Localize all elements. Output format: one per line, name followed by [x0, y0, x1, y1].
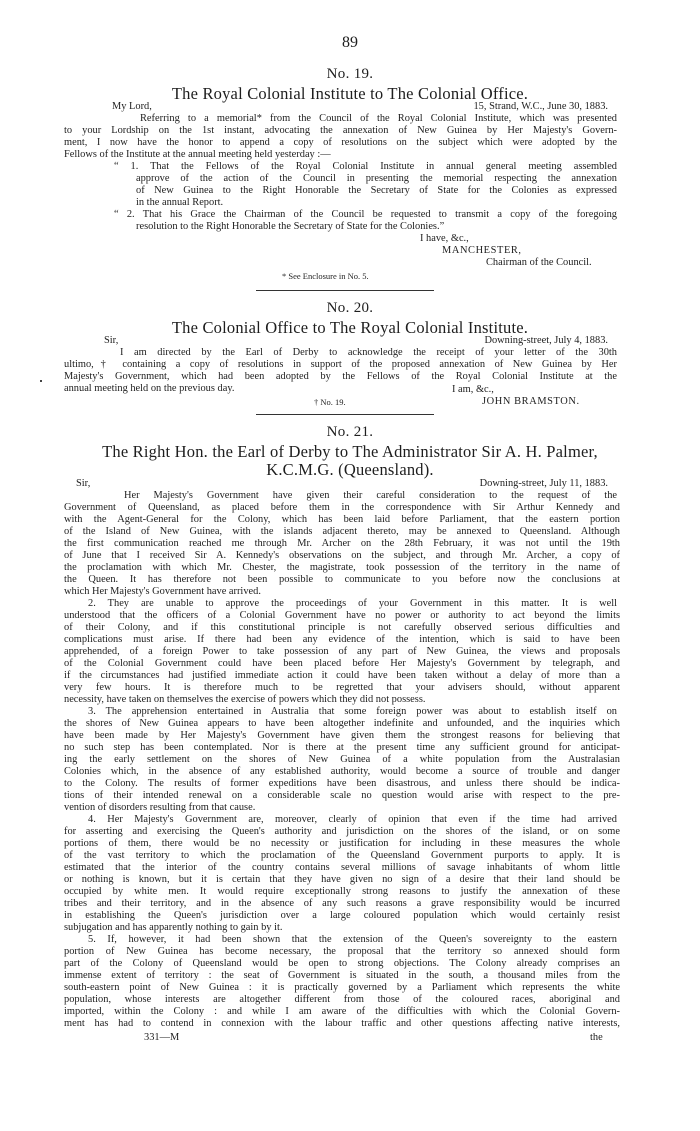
body-line: tribes and their territory, and in the absence of any such reasons a grave responsibility would be incurred: [64, 898, 620, 909]
letter-20-footnote: † No. 19.: [314, 397, 346, 407]
letter-20-body-line: ultimo,† containing a copy of resolutions in support of the proposed annexation of New Guinea by Her: [64, 359, 617, 370]
body-line: tions of their intended renewal on a considerable scale no question would arise with respect to the pre-: [64, 790, 620, 801]
letter-20-number: No. 20.: [326, 300, 374, 316]
page-number: 89: [342, 34, 358, 51]
body-line: no such step has been contemplated. Nor is there at the present time any sufficient ground for anticipat-: [64, 742, 620, 753]
body-line: portion of New Guinea has become necessary, the proposal that the territory so annexed should form: [64, 946, 620, 957]
margin-mark: [40, 380, 42, 382]
body-line: the Queen. It has therefore not been possible to communicate to you before now the conclusions at: [64, 574, 620, 585]
section-divider: [256, 290, 434, 291]
resolution-line: approve of the action of the Council in presenting the memorial respecting the annexation: [136, 173, 617, 184]
resolution-line: resolution to the Right Honorable the Secretary of State for the Colonies.”: [136, 221, 445, 232]
letter-19-body-line: ment, I now have the honor to append a copy of resolutions on the subject which were adopted by the: [64, 137, 617, 148]
body-line: estimated that the interior of the country contains several millions of savage inhabitants of whom little: [64, 862, 620, 873]
letter-19-salutation: My Lord,: [112, 101, 152, 112]
body-line: of their Colony, and if this constitutional principle is not carefully observed serious difficulties and: [64, 622, 620, 633]
letter-19-body-line: Referring to a memorial* from the Council of the Royal Colonial Institute, which was presented: [140, 113, 617, 124]
body-line: population, whose interests are altogether different from those of the coloured races, aboriginal and: [64, 994, 620, 1005]
resolution-line: “ 2. That his Grace the Chairman of the Council be requested to transmit a copy of the foregoing: [114, 209, 617, 220]
letter-19-closing: I have, &c.,: [420, 233, 469, 244]
resolution-line: of New Guinea to the Right Honorable the Secretary of State for the Colonies as expressed: [136, 185, 617, 196]
letter-19-address: 15, Strand, W.C., June 30, 1883.: [473, 101, 608, 112]
body-line: very few hours. It is therefore much to be regretted that your advisers should, without apparent: [64, 682, 620, 693]
letter-19-body-line: Fellows of the Institute at the annual meeting held yesterday :—: [64, 149, 331, 160]
section-divider: [256, 414, 434, 415]
letter-21-title: The Right Hon. the Earl of Derby to The Administrator Sir A. H. Palmer,: [102, 442, 598, 461]
letter-20-salutation: Sir,: [104, 335, 119, 346]
body-line: for asserting and exercising the Queen's authority and jurisdiction on the shores of the island, or on some: [64, 826, 620, 837]
body-line: vention of disorders resulting from that cause.: [64, 802, 256, 813]
letter-19-footnote: * See Enclosure in No. 5.: [282, 271, 369, 281]
letter-21-salutation: Sir,: [76, 478, 91, 489]
catchword: the: [590, 1032, 603, 1043]
letter-19-signer-title: Chairman of the Council.: [486, 257, 592, 268]
letter-21-number: No. 21.: [326, 424, 374, 440]
letter-21-title: K.C.M.G. (Queensland).: [266, 460, 434, 479]
body-line: south-eastern point of New Guinea : it is practically governed by a Parliament which represents the white: [64, 982, 620, 993]
letter-20-signer: JOHN BRAMSTON.: [482, 396, 580, 407]
body-line: part of the Colony of Queensland would be open to strong objections. The Colony already comprises an: [64, 958, 620, 969]
letter-20-body-line: Majesty's Government, which had been adopted by the Fellows of the Royal Colonial Institute at the: [64, 371, 617, 382]
body-line: ment has had to contend in connexion with the labour traffic and other questions affecting native interests,: [64, 1018, 620, 1029]
body-line: of the Island of New Guinea, with the islands adjacent thereto, may be annexed to Queensland. Although: [64, 526, 620, 537]
letter-19-title: The Royal Colonial Institute to The Colonial Office.: [171, 84, 529, 103]
letter-19-body-line: to your Lordship on the 1st instant, advocating the annexation of New Guinea by Her Majesty's Govern-: [64, 125, 617, 136]
body-line: if the circumstances had justified immediate action it could have been taken without a delay of more than a: [64, 670, 620, 681]
letter-20-closing: I am, &c.,: [452, 384, 494, 395]
letter-20-address: Downing-street, July 4, 1883.: [484, 335, 608, 346]
letter-20-body-line: annual meeting held on the previous day.: [64, 383, 235, 394]
body-line: 3. The apprehension entertained in Australia that some foreign power was about to establish itself on: [88, 706, 617, 717]
body-line: subjugation and has apparently nothing to gain by it.: [64, 922, 283, 933]
body-line: 2. They are unable to approve the proceedings of your Government in this matter. It is well: [88, 598, 617, 609]
body-line: to the Colony. The results of former expeditions have been disastrous, and unless there should be indica-: [64, 778, 620, 789]
body-line: necessity, have taken on themselves the exercise of powers which they did not possess.: [64, 694, 426, 705]
body-line: have been made by Her Majesty's Government have given them the strongest reasons for believing that: [64, 730, 620, 741]
resolution-line: in the annual Report.: [136, 197, 224, 208]
body-line: which Her Majesty's Government have arrived.: [64, 586, 261, 597]
body-line: immense extent of territory : the seat of Government is situated in the south, a thousand miles from the: [64, 970, 620, 981]
body-line: ing the early settlement on the shores of New Guinea of a white population from the Australasian: [64, 754, 620, 765]
signature-mark: 331—M: [144, 1032, 180, 1043]
body-line: portions of them, there would be no necessity or justification for including in these measures the whole: [64, 838, 620, 849]
body-line: or nothing is known, but it is certain that they have given no sign of a desire that their land should be: [64, 874, 620, 885]
resolution-line: “ 1. That the Fellows of the Royal Colonial Institute in annual general meeting assembled: [114, 161, 617, 172]
letter-21-address: Downing-street, July 11, 1883.: [479, 478, 608, 489]
body-line: 5. If, however, it had been shown that the extension of the Queen's sovereignty to the eastern: [88, 934, 617, 945]
body-line: the proclamation with which Mr. Chester, the magistrate, took possession of the territory in the name of: [64, 562, 620, 573]
body-line: occupied by white men. It would require exceptionally strong reasons to justify the annexation of these: [64, 886, 620, 897]
body-line: Her Majesty's Government have given their careful consideration to the request of the: [124, 490, 617, 501]
letter-19-signer: MANCHESTER,: [442, 245, 522, 256]
body-line: complications must arise. If there had been any evidence of the intention, which is said to have been: [64, 634, 620, 645]
body-line: in establishing the Queen's jurisdiction over a large coloured population which would certainly resist: [64, 910, 620, 921]
body-line: imported, within the Colony : and while I am aware of the difficulties with which the Colonial Govern-: [64, 1006, 620, 1017]
body-line: of June that I received Sir A. Kennedy's observations on the subject, and through Mr. Archer, a copy of: [64, 550, 620, 561]
body-line: apprehended, of a foreign Power to take possession of any part of New Guinea, the views and proposals: [64, 646, 620, 657]
body-line: the first communication reached me through Mr. Archer on the 28th February, it was not until the 19th: [64, 538, 620, 549]
letter-19-number: No. 19.: [326, 66, 374, 82]
body-line: understood that the officers of a Colonial Government have no power or authority to act beyond the limits: [64, 610, 620, 621]
body-line: with the Agent-General for the Colony, which has been laid before Parliament, that the eastern portion: [64, 514, 620, 525]
body-line: Colonies which, in the absence of any established authority, would become a source of trouble and danger: [64, 766, 620, 777]
body-line: the shores of New Guinea appears to have been altogether indefinite and unfounded, and the inquiries which: [64, 718, 620, 729]
body-line: of the vast territory to which the proclamation of the Queensland Government purports to apply. It is: [64, 850, 620, 861]
body-line: 4. Her Majesty's Government are, moreover, clearly of opinion that even if the time had arrived: [88, 814, 617, 825]
letter-20-body-line: I am directed by the Earl of Derby to acknowledge the receipt of your letter of the 30th: [120, 347, 617, 358]
body-line: Government of Queensland, as placed before them in the correspondence with Sir Arthur Kennedy and: [64, 502, 620, 513]
letter-20-title: The Colonial Office to The Royal Colonial Institute.: [171, 318, 529, 337]
body-line: of the Colonial Government could have been placed before Her Majesty's Government by telegraph, and: [64, 658, 620, 669]
